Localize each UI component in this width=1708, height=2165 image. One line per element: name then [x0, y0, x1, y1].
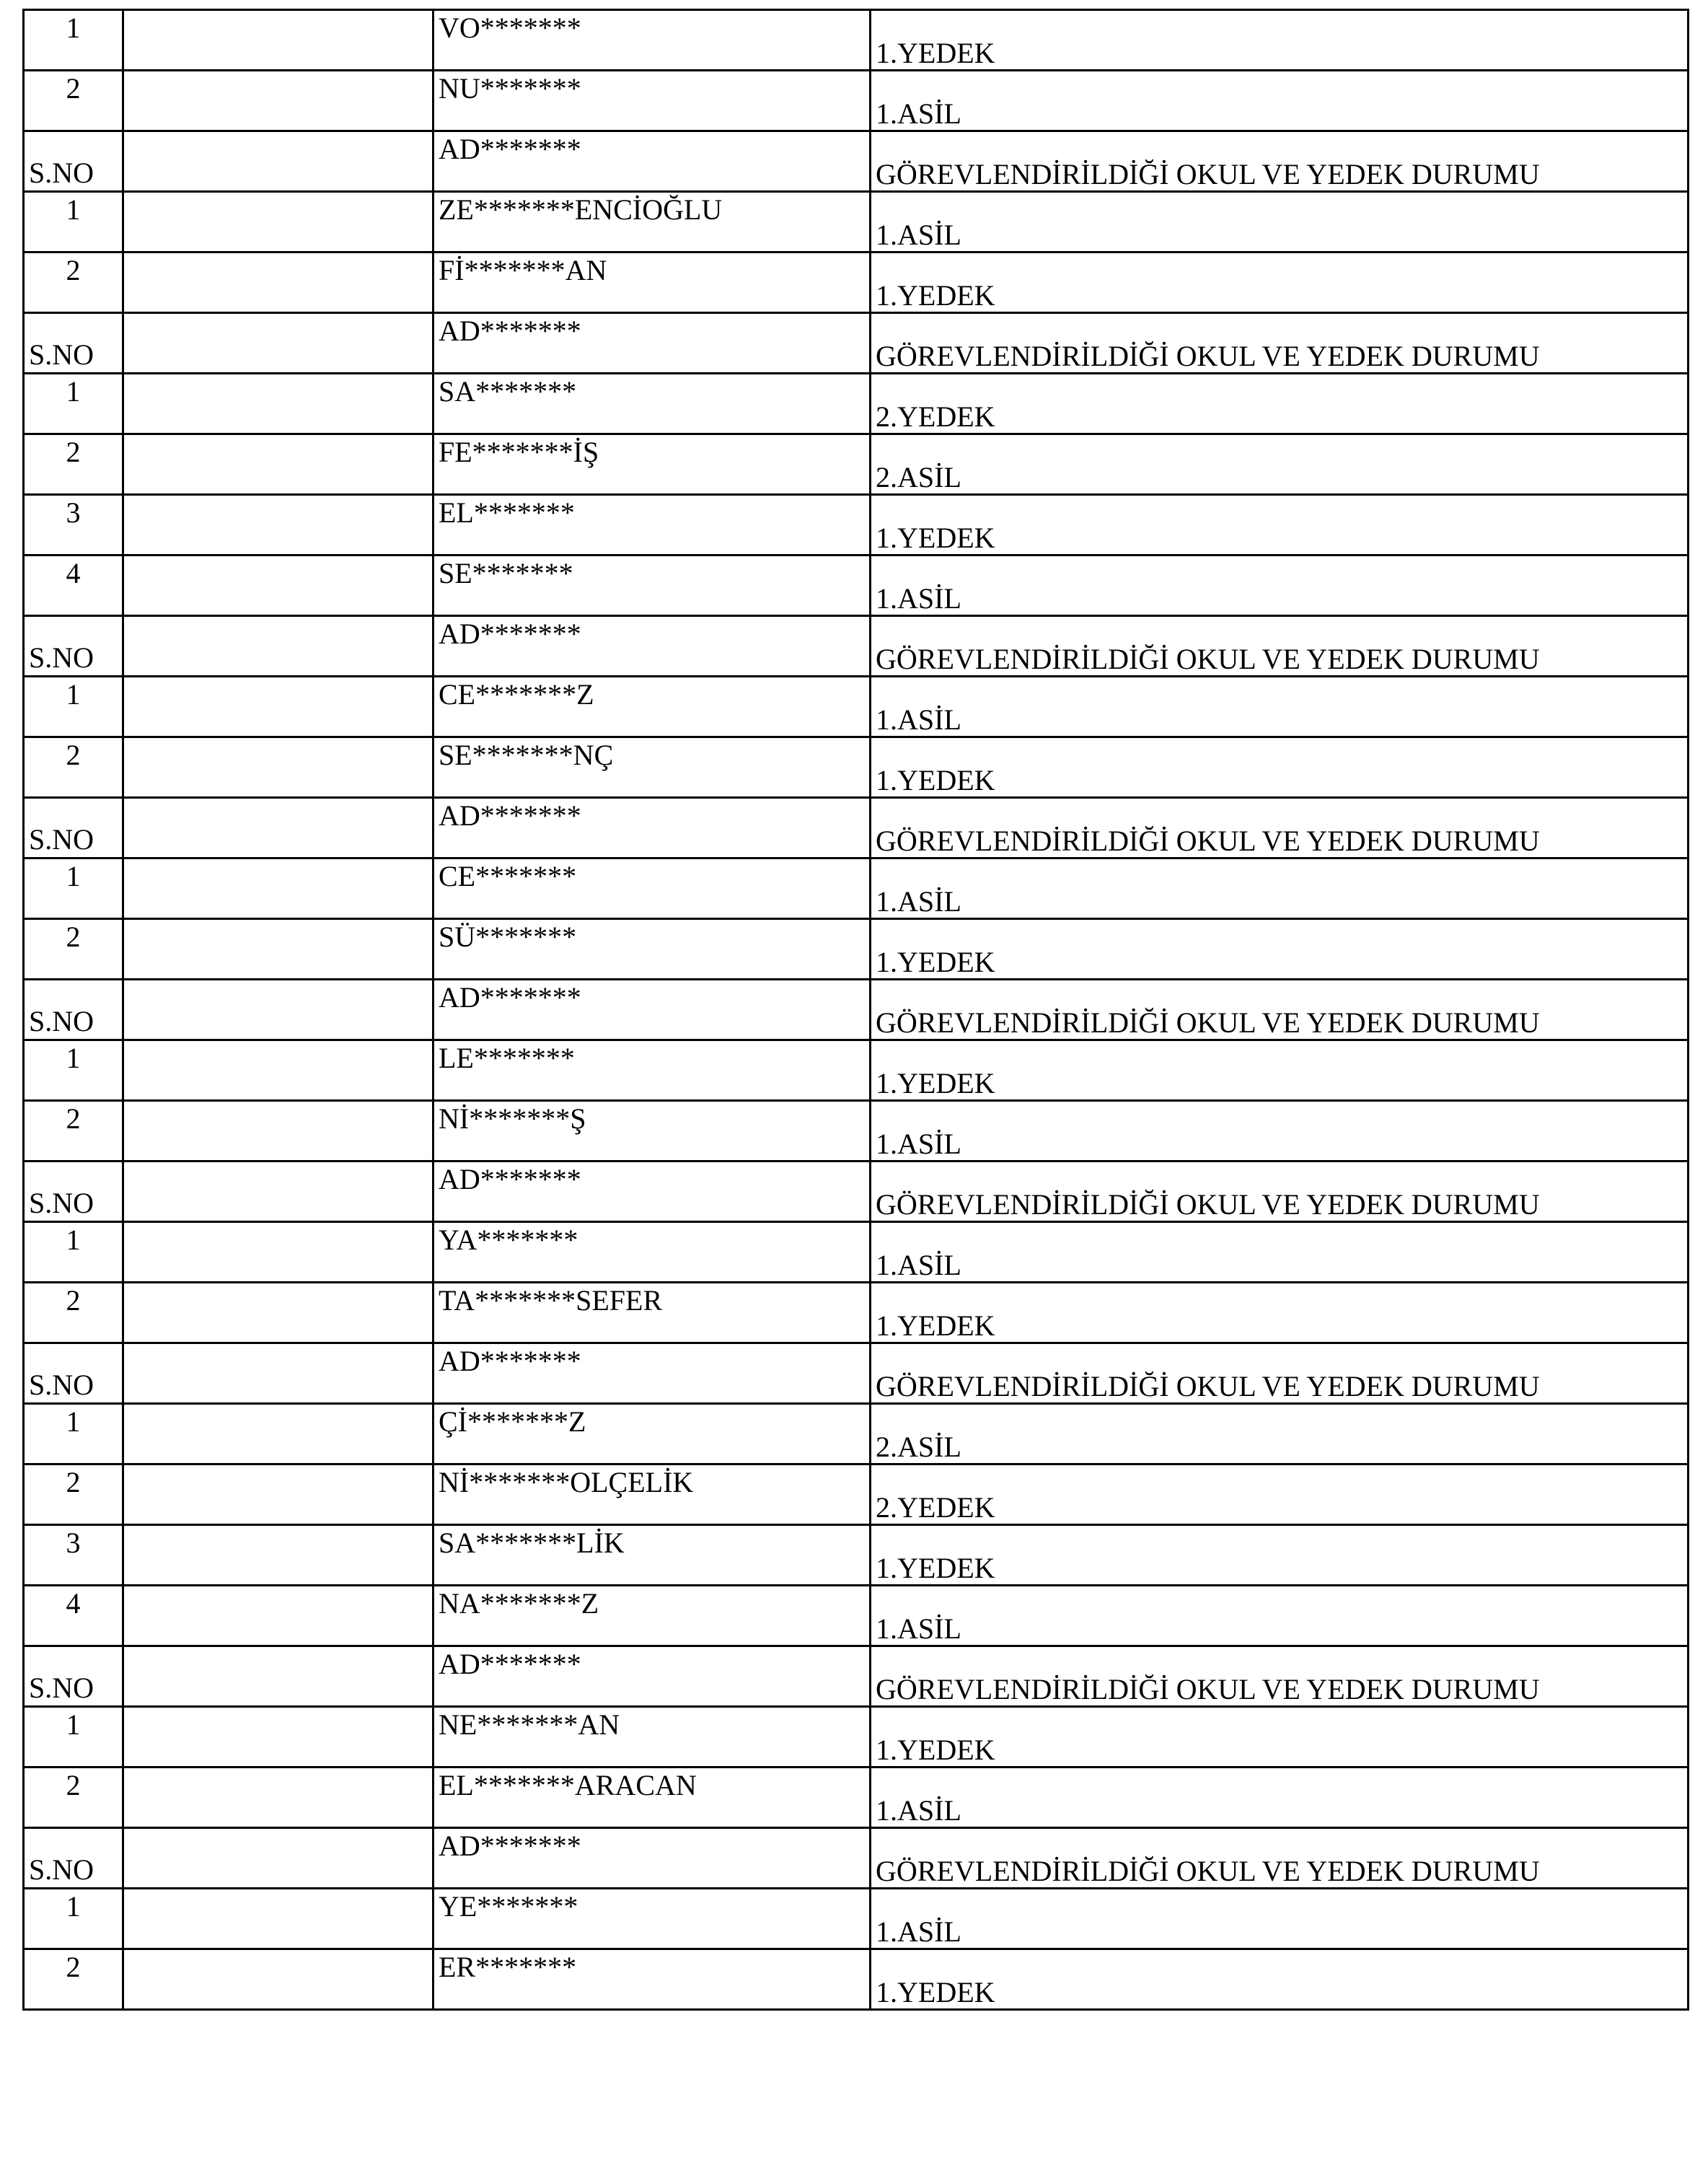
blank-cell — [123, 71, 433, 131]
masked-name: EL******* — [439, 496, 575, 529]
status-cell — [871, 1404, 1689, 1464]
masked-name: EL*******ARACAN — [439, 1769, 697, 1801]
blank-cell — [123, 10, 433, 71]
status-cell — [871, 434, 1689, 495]
assignment-status: 1.YEDEK — [876, 1976, 995, 2008]
status-cell — [871, 252, 1689, 313]
masked-name: CE******* — [439, 860, 577, 892]
assignment-status: 1.ASİL — [876, 1128, 961, 1160]
sno-header-label: S.NO — [29, 641, 94, 674]
name-cell — [433, 1343, 871, 1404]
status-cell — [871, 131, 1689, 192]
status-cell — [871, 737, 1689, 798]
status-cell — [871, 10, 1689, 71]
table-row — [24, 677, 1689, 737]
assignment-status: 1.YEDEK — [876, 946, 995, 978]
table-row — [24, 192, 1689, 252]
status-cell — [871, 1040, 1689, 1101]
masked-name: SE******* — [439, 557, 573, 589]
sno-header-label: S.NO — [29, 1005, 94, 1037]
name-cell — [433, 980, 871, 1040]
status-cell — [871, 1828, 1689, 1889]
name-cell — [433, 1101, 871, 1161]
table-row — [24, 1767, 1689, 1828]
assignment-status: 1.YEDEK — [876, 1552, 995, 1584]
table-row — [24, 1283, 1689, 1343]
sno-value: 4 — [66, 1587, 81, 1620]
name-cell — [433, 1222, 871, 1283]
blank-cell — [123, 1222, 433, 1283]
table-row — [24, 555, 1689, 616]
blank-cell — [123, 1040, 433, 1101]
masked-name: Fİ*******AN — [439, 254, 607, 286]
sno-value: 1 — [66, 1042, 81, 1074]
assignment-status: 1.ASİL — [876, 703, 961, 736]
table-row — [24, 1525, 1689, 1586]
sno-cell — [24, 919, 123, 980]
table-row — [24, 1040, 1689, 1101]
sno-cell — [24, 1525, 123, 1586]
status-cell — [871, 858, 1689, 919]
status-cell — [871, 1222, 1689, 1283]
masked-name: YA******* — [439, 1224, 578, 1256]
table-row — [24, 434, 1689, 495]
assignment-status: 2.ASİL — [876, 461, 961, 493]
table-row — [24, 1707, 1689, 1767]
sno-cell — [24, 1343, 123, 1404]
sno-cell — [24, 1222, 123, 1283]
sno-value: 2 — [66, 921, 81, 953]
sno-cell — [24, 1889, 123, 1949]
blank-cell — [123, 1283, 433, 1343]
sno-cell — [24, 374, 123, 434]
sno-value: 2 — [66, 72, 81, 105]
blank-cell — [123, 1828, 433, 1889]
table-row — [24, 1404, 1689, 1464]
sno-cell — [24, 434, 123, 495]
name-cell — [433, 1283, 871, 1343]
status-cell — [871, 1949, 1689, 2010]
masked-name: TA*******SEFER — [439, 1284, 663, 1317]
sno-cell — [24, 313, 123, 374]
assignment-status: 1.ASİL — [876, 582, 961, 615]
assignment-status: 1.YEDEK — [876, 1734, 995, 1766]
blank-cell — [123, 1949, 433, 2010]
sno-value: 1 — [66, 1405, 81, 1438]
name-cell — [433, 677, 871, 737]
assignment-status: 1.ASİL — [876, 1915, 961, 1948]
sno-cell — [24, 1767, 123, 1828]
name-cell — [433, 1464, 871, 1525]
assignment-status: 1.YEDEK — [876, 37, 995, 69]
name-cell — [433, 1161, 871, 1222]
name-cell — [433, 1949, 871, 2010]
sno-value: 3 — [66, 1527, 81, 1559]
sno-value: 2 — [66, 1466, 81, 1498]
name-header-label: AD******* — [439, 1648, 581, 1680]
sno-header-label: S.NO — [29, 823, 94, 856]
table-header-row — [24, 798, 1689, 858]
blank-cell — [123, 1525, 433, 1586]
blank-cell — [123, 737, 433, 798]
name-cell — [433, 1646, 871, 1707]
sno-cell — [24, 1404, 123, 1464]
blank-cell — [123, 616, 433, 677]
table-row — [24, 919, 1689, 980]
blank-cell — [123, 1343, 433, 1404]
sno-cell — [24, 1040, 123, 1101]
name-cell — [433, 858, 871, 919]
status-header-label: GÖREVLENDİRİLDİĞİ OKUL VE YEDEK DURUMU — [876, 158, 1540, 190]
sno-cell — [24, 1161, 123, 1222]
sno-cell — [24, 1949, 123, 2010]
name-cell — [433, 737, 871, 798]
assignment-table — [22, 9, 1689, 2011]
masked-name: NE*******AN — [439, 1708, 620, 1741]
status-header-label: GÖREVLENDİRİLDİĞİ OKUL VE YEDEK DURUMU — [876, 643, 1540, 675]
name-header-label: AD******* — [439, 1163, 581, 1195]
sno-value: 1 — [66, 1890, 81, 1923]
assignment-status: 1.YEDEK — [876, 279, 995, 312]
sno-value: 1 — [66, 12, 81, 44]
name-cell — [433, 374, 871, 434]
blank-cell — [123, 252, 433, 313]
status-cell — [871, 1707, 1689, 1767]
sno-cell — [24, 1828, 123, 1889]
blank-cell — [123, 313, 433, 374]
status-cell — [871, 555, 1689, 616]
name-cell — [433, 1828, 871, 1889]
masked-name: YE******* — [439, 1890, 578, 1923]
masked-name: SA******* — [439, 375, 577, 408]
assignment-status: 2.YEDEK — [876, 1491, 995, 1524]
status-cell — [871, 1767, 1689, 1828]
table-body — [24, 10, 1689, 2010]
masked-name: VO******* — [439, 12, 581, 44]
table-header-row — [24, 1828, 1689, 1889]
sno-value: 1 — [66, 860, 81, 892]
sno-header-label: S.NO — [29, 1369, 94, 1401]
masked-name: NA*******Z — [439, 1587, 599, 1620]
assignment-status: 1.ASİL — [876, 219, 961, 251]
name-cell — [433, 1404, 871, 1464]
sno-cell — [24, 10, 123, 71]
sno-header-label: S.NO — [29, 157, 94, 189]
name-cell — [433, 1707, 871, 1767]
name-header-label: AD******* — [439, 618, 581, 650]
table-header-row — [24, 131, 1689, 192]
table-row — [24, 1101, 1689, 1161]
masked-name: Çİ*******Z — [439, 1405, 586, 1438]
assignment-status: 1.YEDEK — [876, 1309, 995, 1342]
sno-value: 2 — [66, 1284, 81, 1317]
blank-cell — [123, 858, 433, 919]
blank-cell — [123, 677, 433, 737]
name-cell — [433, 1767, 871, 1828]
table-row — [24, 1222, 1689, 1283]
assignment-status: 1.YEDEK — [876, 1067, 995, 1099]
status-cell — [871, 677, 1689, 737]
sno-value: 1 — [66, 1708, 81, 1741]
sno-cell — [24, 131, 123, 192]
status-cell — [871, 495, 1689, 555]
sno-cell — [24, 192, 123, 252]
name-cell — [433, 798, 871, 858]
table-row — [24, 858, 1689, 919]
masked-name: SÜ******* — [439, 921, 577, 953]
sno-cell — [24, 858, 123, 919]
status-cell — [871, 1889, 1689, 1949]
sno-cell — [24, 252, 123, 313]
sno-header-label: S.NO — [29, 1672, 94, 1704]
sno-cell — [24, 71, 123, 131]
name-header-label: AD******* — [439, 799, 581, 832]
status-cell — [871, 1464, 1689, 1525]
status-cell — [871, 71, 1689, 131]
blank-cell — [123, 434, 433, 495]
status-header-label: GÖREVLENDİRİLDİĞİ OKUL VE YEDEK DURUMU — [876, 340, 1540, 372]
status-cell — [871, 798, 1689, 858]
sno-value: 1 — [66, 193, 81, 226]
blank-cell — [123, 980, 433, 1040]
assignment-status: 1.ASİL — [876, 97, 961, 130]
status-header-label: GÖREVLENDİRİLDİĞİ OKUL VE YEDEK DURUMU — [876, 1855, 1540, 1887]
name-cell — [433, 555, 871, 616]
assignment-status: 1.ASİL — [876, 885, 961, 918]
status-header-label: GÖREVLENDİRİLDİĞİ OKUL VE YEDEK DURUMU — [876, 1006, 1540, 1039]
status-cell — [871, 313, 1689, 374]
name-header-label: AD******* — [439, 133, 581, 165]
masked-name: Nİ*******OLÇELİK — [439, 1466, 694, 1498]
blank-cell — [123, 919, 433, 980]
sno-header-label: S.NO — [29, 1187, 94, 1219]
sno-value: 2 — [66, 254, 81, 286]
sno-cell — [24, 677, 123, 737]
table-header-row — [24, 616, 1689, 677]
sno-header-label: S.NO — [29, 1853, 94, 1886]
status-header-label: GÖREVLENDİRİLDİĞİ OKUL VE YEDEK DURUMU — [876, 1370, 1540, 1402]
status-cell — [871, 1283, 1689, 1343]
status-cell — [871, 919, 1689, 980]
status-header-label: GÖREVLENDİRİLDİĞİ OKUL VE YEDEK DURUMU — [876, 825, 1540, 857]
name-cell — [433, 495, 871, 555]
blank-cell — [123, 374, 433, 434]
name-cell — [433, 252, 871, 313]
status-cell — [871, 980, 1689, 1040]
sno-cell — [24, 798, 123, 858]
assignment-status: 1.ASİL — [876, 1612, 961, 1645]
sno-cell — [24, 555, 123, 616]
sno-value: 1 — [66, 678, 81, 711]
assignment-status: 1.ASİL — [876, 1794, 961, 1827]
name-header-label: AD******* — [439, 1830, 581, 1862]
sno-value: 2 — [66, 739, 81, 771]
masked-name: NU******* — [439, 72, 581, 105]
blank-cell — [123, 192, 433, 252]
table-header-row — [24, 1343, 1689, 1404]
sno-value: 2 — [66, 1951, 81, 1983]
name-header-label: AD******* — [439, 981, 581, 1014]
name-cell — [433, 919, 871, 980]
name-cell — [433, 1040, 871, 1101]
name-header-label: AD******* — [439, 1345, 581, 1377]
masked-name: FE*******İŞ — [439, 436, 599, 468]
masked-name: Nİ*******Ş — [439, 1102, 586, 1135]
sno-cell — [24, 1283, 123, 1343]
blank-cell — [123, 1767, 433, 1828]
status-header-label: GÖREVLENDİRİLDİĞİ OKUL VE YEDEK DURUMU — [876, 1188, 1540, 1221]
assignment-status: 2.YEDEK — [876, 400, 995, 433]
blank-cell — [123, 1586, 433, 1646]
table-row — [24, 1949, 1689, 2010]
status-cell — [871, 1646, 1689, 1707]
blank-cell — [123, 1646, 433, 1707]
table-header-row — [24, 1161, 1689, 1222]
blank-cell — [123, 1101, 433, 1161]
name-cell — [433, 1889, 871, 1949]
sno-cell — [24, 1101, 123, 1161]
sno-value: 4 — [66, 557, 81, 589]
masked-name: CE*******Z — [439, 678, 594, 711]
masked-name: LE******* — [439, 1042, 575, 1074]
table-header-row — [24, 1646, 1689, 1707]
table-row — [24, 495, 1689, 555]
sno-value: 2 — [66, 1769, 81, 1801]
table-header-row — [24, 980, 1689, 1040]
sno-value: 3 — [66, 496, 81, 529]
sno-value: 2 — [66, 436, 81, 468]
name-header-label: AD******* — [439, 315, 581, 347]
table-header-row — [24, 313, 1689, 374]
table-row — [24, 737, 1689, 798]
status-cell — [871, 1101, 1689, 1161]
name-cell — [433, 10, 871, 71]
name-cell — [433, 192, 871, 252]
status-cell — [871, 1525, 1689, 1586]
assignment-status: 1.ASİL — [876, 1249, 961, 1281]
status-cell — [871, 374, 1689, 434]
name-cell — [433, 71, 871, 131]
assignment-status: 2.ASİL — [876, 1431, 961, 1463]
name-cell — [433, 313, 871, 374]
blank-cell — [123, 131, 433, 192]
name-cell — [433, 1586, 871, 1646]
blank-cell — [123, 1707, 433, 1767]
name-cell — [433, 434, 871, 495]
sno-cell — [24, 616, 123, 677]
table-row — [24, 10, 1689, 71]
table-row — [24, 1889, 1689, 1949]
blank-cell — [123, 1404, 433, 1464]
name-cell — [433, 616, 871, 677]
name-cell — [433, 1525, 871, 1586]
sno-value: 1 — [66, 1224, 81, 1256]
blank-cell — [123, 798, 433, 858]
name-cell — [433, 131, 871, 192]
sno-value: 1 — [66, 375, 81, 408]
document-page — [22, 9, 1687, 2011]
sno-header-label: S.NO — [29, 338, 94, 371]
status-cell — [871, 1161, 1689, 1222]
sno-cell — [24, 737, 123, 798]
sno-cell — [24, 1646, 123, 1707]
blank-cell — [123, 1161, 433, 1222]
sno-cell — [24, 980, 123, 1040]
table-row — [24, 252, 1689, 313]
sno-cell — [24, 1586, 123, 1646]
blank-cell — [123, 1464, 433, 1525]
masked-name: ZE*******ENCİOĞLU — [439, 193, 723, 226]
masked-name: SA*******LİK — [439, 1527, 625, 1559]
status-cell — [871, 192, 1689, 252]
sno-cell — [24, 495, 123, 555]
blank-cell — [123, 495, 433, 555]
assignment-status: 1.YEDEK — [876, 764, 995, 796]
table-row — [24, 1586, 1689, 1646]
blank-cell — [123, 555, 433, 616]
status-cell — [871, 1343, 1689, 1404]
table-row — [24, 71, 1689, 131]
status-cell — [871, 1586, 1689, 1646]
masked-name: ER******* — [439, 1951, 577, 1983]
status-cell — [871, 616, 1689, 677]
table-row — [24, 374, 1689, 434]
sno-cell — [24, 1707, 123, 1767]
blank-cell — [123, 1889, 433, 1949]
table-row — [24, 1464, 1689, 1525]
status-header-label: GÖREVLENDİRİLDİĞİ OKUL VE YEDEK DURUMU — [876, 1673, 1540, 1705]
assignment-status: 1.YEDEK — [876, 522, 995, 554]
masked-name: SE*******NÇ — [439, 739, 614, 771]
sno-cell — [24, 1464, 123, 1525]
sno-value: 2 — [66, 1102, 81, 1135]
